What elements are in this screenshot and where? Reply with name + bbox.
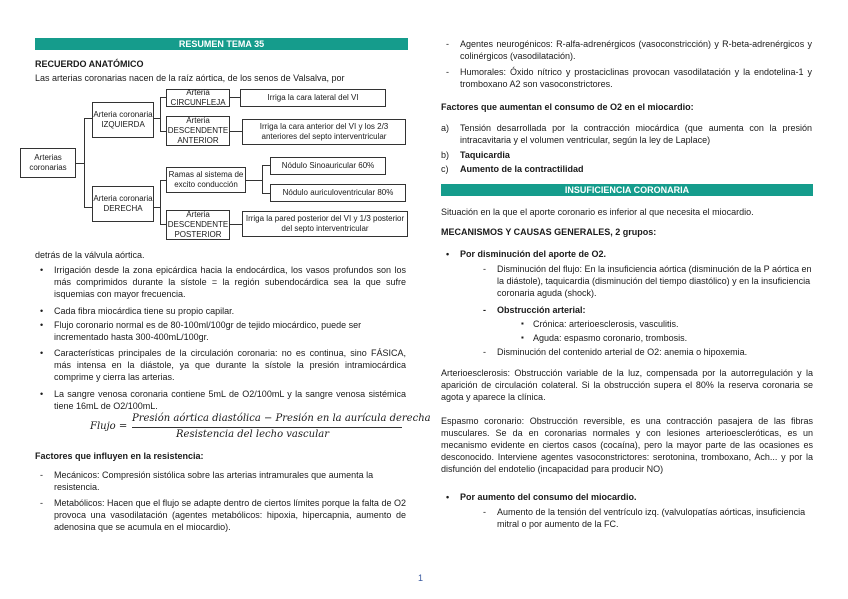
diagram-dp: Arteria DESCENDENTE POSTERIOR [167, 210, 229, 239]
diagram-ramas: Ramas al sistema de excito conducción [166, 167, 246, 193]
factor-mecanicos: - Mecánicos: Compresión sistólica sobre las arterias intramurales que aumenta la resistencia. [54, 469, 406, 493]
consumo-b-label: b) [441, 150, 450, 160]
insuficiencia-header: INSUFICIENCIA CORONARIA [441, 184, 813, 196]
intro-text: Las arterias coronarias nacen de la raíz aórtica, de los senos de Valsalva, por [35, 73, 345, 83]
mecanismos: MECANISMOS Y CAUSAS GENERALES, 2 grupos: [441, 227, 657, 237]
factors-title: Factores que influyen en la resistencia: [35, 451, 204, 461]
header-bar: RESUMEN TEMA 35 [35, 38, 408, 50]
section-title: RECUERDO ANATÓMICO [35, 59, 144, 69]
por-disminucion: • Por disminución del aporte de O2. [460, 248, 606, 260]
factor-metabolicos: - Metabólicos: Hacen que el flujo se adapte dentro de ciertos límites porque la falta de O2 provoca una vasodilatación (agentes metabólicos: hipoxia, hipercapnia, aumento de adenosina que se acumula en el miocardio). [54, 497, 406, 533]
bullet-5: • La sangre venosa coronaria contiene 5mL de O2/100mL y la sangre venosa sistémica tiene 16mL de O2/100mL. [54, 388, 406, 412]
diagram-right-branch: Arteria coronaria DERECHA [92, 186, 154, 222]
diagram-dp-desc: Irriga la pared posterior del VI y 1/3 posterior del septo interventricular [242, 211, 408, 237]
aumento-tension: - Aumento de la tensión del ventrículo izq. (valvulopatías aórticas, insuficiencia mitral o por aumento de la FC. [497, 506, 813, 530]
consumo-a: Tensión desarrollada por la contracción miocárdica (que aumenta con la presión intracavitaria y el volumen ventricular, según la ley de Laplace) [460, 123, 812, 145]
diagram-nodo-av: Nódulo auriculoventricular 80% [270, 184, 406, 202]
aguda: ▪ Aguda: espasmo coronario, trombosis. [533, 332, 687, 344]
diagram-root: Arterias coronarias [20, 148, 76, 178]
diagram-da: Arteria DESCENDENTE ANTERIOR [167, 116, 229, 145]
humorales: - Humorales: Óxido nítrico y prostaciclinas provocan vasodilatación y la endotelina-1 y tromboxano A2 son vasoconstrictores. [460, 66, 812, 90]
diagram-nodo-sa: Nódulo Sinoauricular 60% [270, 157, 386, 175]
dism-contenido: - Disminución del contenido arterial de O2: anemia o hipoxemia. [497, 346, 747, 358]
consumo-b: Taquicardia [460, 150, 510, 160]
formula-lhs: Flujo = [90, 421, 128, 432]
formula-denominator: Resistencia del lecho vascular [176, 429, 330, 440]
after-diagram: detrás de la válvula aórtica. [35, 250, 145, 260]
consumo-title: Factores que aumentan el consumo de O2 en el miocardio: [441, 102, 694, 112]
por-aumento: • Por aumento del consumo del miocardio. [460, 491, 637, 503]
consumo-c: Aumento de la contractilidad [460, 164, 584, 174]
diagram-circunfleja: Arteria CIRCUNFLEJA [166, 89, 230, 107]
obstruccion: - Obstrucción arterial: [497, 304, 586, 316]
consumo-a-label: a) [441, 123, 450, 133]
bullet-2: • Cada fibra miocárdica tiene su propio capilar. [54, 305, 234, 317]
situacion: Situación en la que el aporte coronario es inferior al que necesita el miocardio. [441, 207, 754, 217]
diagram-circunfleja-desc: Irriga la cara lateral del VI [240, 89, 386, 107]
cronica: ▪ Crónica: arterioesclerosis, vasculitis. [533, 318, 679, 330]
arterioesclerosis: Arterioesclerosis: Obstrucción variable de la luz, compensada por la autorregulación y la aparición de circulación colateral. Si la obstrucción supera el 80% la reserva coronaria se agota y aparece la clínica. [441, 368, 813, 402]
espasmo: Espasmo coronario: Obstrucción reversible, es una contracción pasajera de las fibras musculares. Se da en coronarias normales y con lesiones arterioescleróticas, es un mecanismo evidente en ciertos casos (cocaína), pero la mayor parte de las ocasiones es desconocido. Interviene agentes vasoconstrictores: serotonina, tromboxano, Ach... y por la disfunción del endotelio (incapacidad para producir NO) [441, 416, 813, 474]
diagram-da-desc: Irriga la cara anterior del VI y los 2/3 anteriores del septo interventricular [242, 119, 406, 145]
page-number: 1 [418, 573, 424, 583]
bullet-3: • Flujo coronario normal es de 80-100ml/100gr de tejido miocárdico, puede ser incrementado hasta 300-400mL/100gr. [54, 319, 406, 343]
diagram-left-branch: Arteria coronaria IZQUIERDA [92, 102, 154, 138]
bullet-1: • Irrigación desde la zona epicárdica hacia la endocárdica, los vasos profundos son los más comprimidos durante la sístole = la región subendocárdica sea la que sufre isquemias con mayor frecuencia. [54, 264, 406, 300]
disminucion-flujo: - Disminución del flujo: En la insuficiencia aórtica (disminución de la P aórtica en la diástole), taquicardia (disminución del tiempo diastólico) y en la insuficiencia coronaria aguda (shock). [497, 263, 813, 299]
consumo-c-label: c) [441, 164, 449, 174]
formula-numerator: Presión aórtica diastólica − Presión en la aurícula derecha [132, 413, 431, 424]
bullet-4: • Características principales de la circulación coronaria: no es continua, sino FÁSICA, más intensa en la diástole, ya que durante la sístole la presión intramiocárdica comprime y cierra las arterias. [54, 347, 406, 383]
agentes-neuro: - Agentes neurogénicos: R-alfa-adrenérgicos (vasoconstricción) y R-beta-adrenérgicos y colinérgicos (vasodilatación). [460, 38, 812, 62]
